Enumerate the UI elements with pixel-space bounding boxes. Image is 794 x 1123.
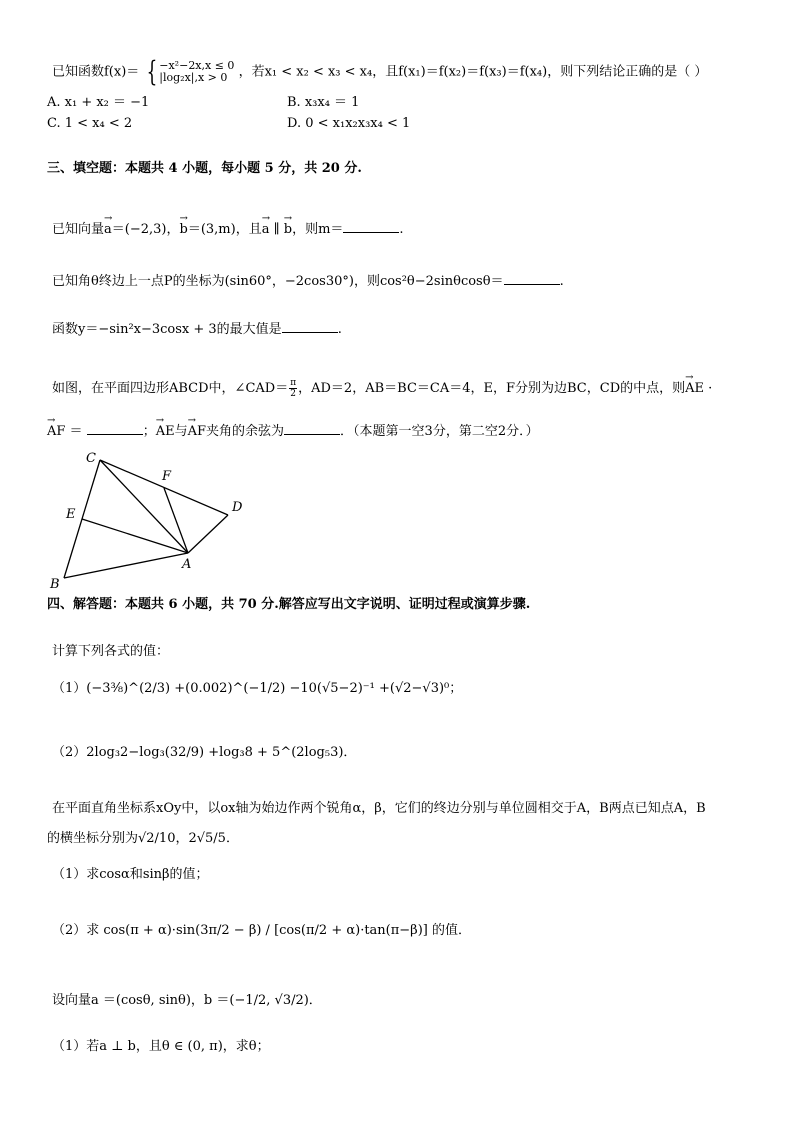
fill1-parallel: ∥ — [269, 222, 284, 237]
vector-ae: → AE — [685, 380, 704, 398]
fill3-text: 函数y＝−sin²x−3cosx + 3的最大值是 — [52, 322, 282, 337]
option-b: B. x₃x₄ ＝ 1 — [287, 95, 360, 110]
q18-line1: 在平面直角坐标系xOy中，以ox轴为始边作两个锐角α，β，它们的终边分别与单位圆相交于A，B两点已知点A，B — [52, 801, 706, 816]
vector-ae: → AE — [156, 423, 175, 441]
fill1-a-def: ＝(−2,3)， — [111, 222, 180, 237]
answer-blank[interactable] — [343, 220, 399, 233]
fill-question-3 — [52, 320, 342, 339]
answer-blank[interactable] — [504, 272, 560, 285]
answer-blank[interactable] — [87, 422, 143, 435]
fill4-l2c: 与 — [174, 424, 188, 439]
fill-question-1 — [52, 220, 404, 239]
fill1-post: ，则m＝ — [292, 222, 344, 237]
label-a: A — [182, 557, 192, 572]
fill4-l2b: ； — [142, 424, 156, 439]
q19-line1: 设向量a ＝(cosθ, sinθ)，b ＝(−1/2, √3/2)． — [52, 993, 322, 1008]
vector-af: → AF — [188, 423, 206, 441]
q18-part2: （2）求 cos(π + α)·sin(3π/2 − β) / [cos(π/2 + α)·tan(π−β)] 的值． — [52, 923, 471, 938]
fill-question-2 — [52, 272, 564, 291]
label-c: C — [86, 451, 96, 466]
mc-stem-b: ，若x₁ < x₂ < x₃ < x₄，且f(x₁)＝f(x₂)＝f(x₃)＝f(x₄)，则下列结论正确的是（ ） — [238, 64, 708, 80]
piecewise-function: { −x²−2x,x ≤ 0 |log₂x|,x > 0 — [147, 55, 235, 88]
fill4-dot: · — [704, 381, 713, 396]
fill4-l1a: 如图，在平面四边形ABCD中，∠CAD＝ — [52, 381, 289, 396]
fill1-end: . — [399, 222, 404, 237]
option-d: D. 0 < x₁x₂x₃x₄ < 1 — [287, 116, 411, 131]
q17-intro: 计算下列各式的值： — [52, 644, 170, 659]
fill3-end: . — [337, 322, 342, 337]
section-3-heading: 三、填空题：本题共 4 小题，每小题 5 分，共 20 分. — [47, 161, 362, 176]
fill4-l1b: ，AD＝2，AB＝BC＝CA＝4，E，F分别为边BC，CD的中点，则 — [298, 381, 686, 396]
case-2: |log₂x|,x > 0 — [159, 71, 228, 84]
figure-lines — [64, 460, 228, 578]
answer-blank[interactable] — [282, 320, 338, 333]
fill4-l2d: 夹角的余弦为 — [206, 424, 285, 439]
vector-b: → b — [180, 221, 188, 239]
vector-a: → a — [262, 221, 270, 239]
fill4-l2e: ．（本题第一空3分，第二空2分．） — [340, 424, 539, 439]
fill1-b-def: ＝(3,m)，且 — [187, 222, 262, 237]
q18-line2: 的横坐标分别为√2/10，2√5/5． — [47, 831, 239, 846]
label-e: E — [66, 507, 76, 522]
q19-part1: （1）若a ⊥ b，且θ ∈ (0, π)，求θ； — [52, 1039, 270, 1054]
vector-b: → b — [284, 221, 292, 239]
option-a: A. x₁ + x₂ ＝ −1 — [47, 95, 150, 110]
fill4-l2a: ＝ — [65, 424, 87, 439]
vector-af: → AF — [47, 423, 65, 441]
mc-stem-a: 已知函数f(x)＝ — [52, 64, 140, 80]
option-c: C. 1 < x₄ < 2 — [47, 116, 133, 131]
case-1: −x²−2x,x ≤ 0 — [159, 59, 235, 72]
fill-question-4-line1 — [52, 378, 712, 399]
section-4-heading: 四、解答题：本题共 6 小题，共 70 分.解答应写出文字说明、证明过程或演算步骤. — [47, 597, 531, 612]
vector-a: → a — [104, 221, 112, 239]
label-b: B — [50, 577, 60, 592]
answer-blank[interactable] — [284, 422, 340, 435]
q17-part2: （2）2log₃2−log₃(32/9) +log₃8 + 5^(2log₅3)． — [52, 745, 357, 760]
fill2-end: . — [559, 274, 564, 289]
fraction-pi-over-2: $\frac{\pi}{2}$ — [290, 378, 297, 399]
q18-part1: （1）求cosα和sinβ的值； — [52, 867, 209, 882]
fill1-pre: 已知向量 — [52, 222, 105, 237]
label-f: F — [162, 469, 172, 484]
quadrilateral-figure — [44, 448, 254, 593]
label-d: D — [232, 500, 243, 515]
fill-question-4-line2 — [47, 422, 539, 441]
q17-part1: （1）(−3³⁄₈)^(2/3) +(0.002)^(−1/2) −10(√5−2)⁻¹ +(√2−√3)⁰； — [52, 681, 463, 696]
mc-question-stem — [52, 55, 708, 88]
fill2-text: 已知角θ终边上一点P的坐标为(sin60°，−2cos30°)，则cos²θ−2sinθcosθ＝ — [52, 274, 504, 289]
